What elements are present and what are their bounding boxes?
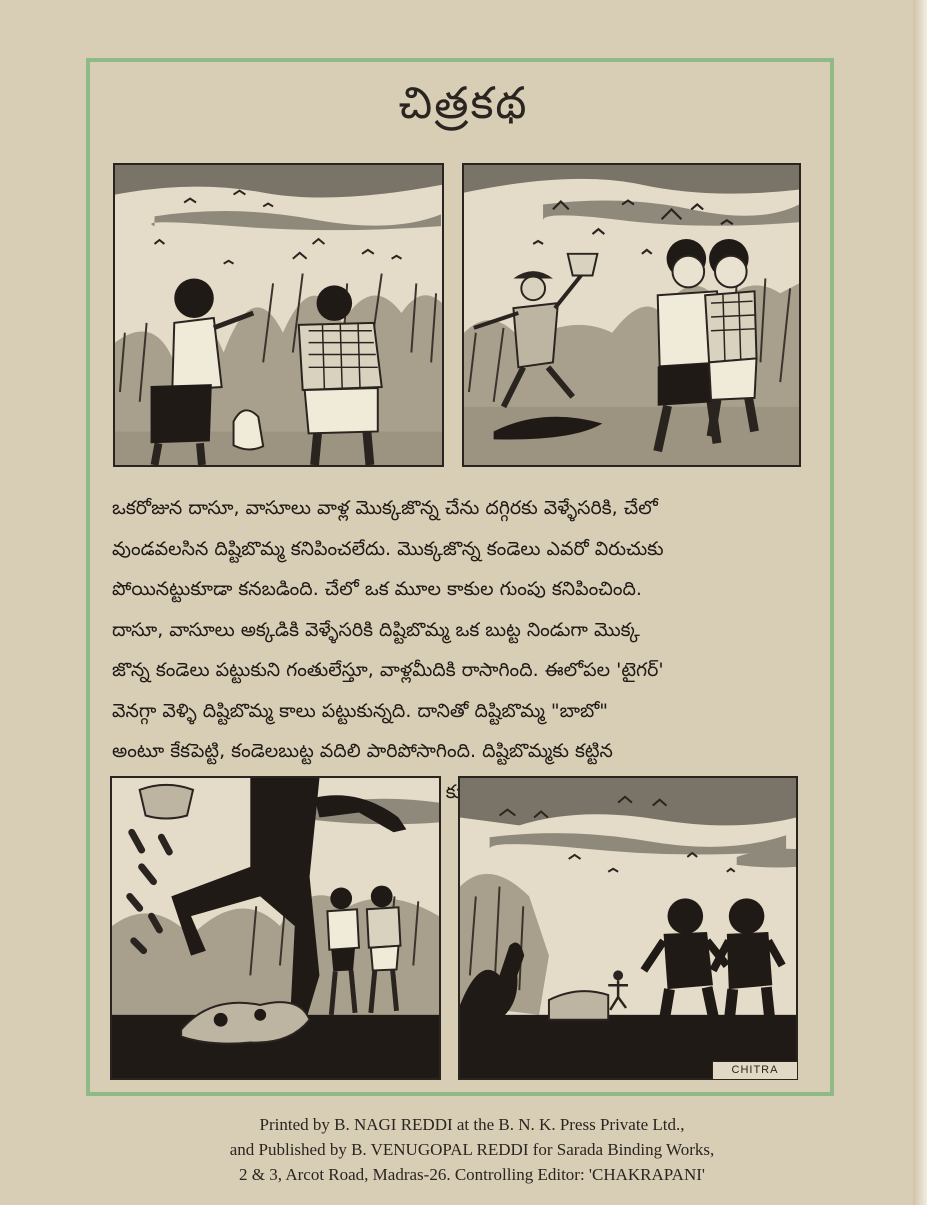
credit-line: 2 & 3, Arcot Road, Madras-26. Controlling Editor: 'CHAKRAPANI' [239, 1165, 705, 1184]
story-line: ఒకరోజున దాసూ, వాసూలు వాళ్ల మొక్కజొన్న చేను దగ్గిరకు వెళ్ళేసరికి, చేలో [112, 497, 658, 519]
story-line: పోయినట్టుకూడా కనబడింది. చేలో ఒక మూల కాకుల గుంపు కనిపించింది. [112, 578, 642, 600]
story-line: వెనగ్గా వెళ్ళి దిష్టిబొమ్మ కాలు పట్టుకున్నది. దానితో దిష్టిబొమ్మ "బాబో" [112, 699, 609, 722]
comic-panel-2 [462, 163, 801, 467]
credit-line: Printed by B. NAGI REDDI at the B. N. K. Press Private Ltd., [259, 1115, 685, 1134]
comic-panel-1 [113, 163, 444, 467]
comic-panel-4 [458, 776, 798, 1080]
page-edge [913, 0, 927, 1205]
story-line: దాసూ, వాసూలు అక్కడికి వెళ్ళేసరికి దిష్టిబొమ్మ ఒక బుట్ట నిండుగా మొక్క [112, 618, 640, 641]
credit-line: and Published by B. VENUGOPAL REDDI for Sarada Binding Works, [229, 1140, 715, 1159]
story-line: అంటూ కేకపెట్టి, కండెలబుట్ట వదిలి పారిపోసాగింది. దిష్టిబొమ్మకు కట్టిన [112, 740, 613, 762]
story-text [112, 488, 812, 812]
artist-signature: CHITRA [712, 1061, 798, 1080]
imprint-credit [112, 1112, 832, 1187]
comic-panel-3 [110, 776, 441, 1080]
story-line: వుండవలసిన దిష్టిబొమ్మ కనిపించలేదు. మొక్కజొన్న కండెలు ఎవరో విరుచుకు [112, 537, 664, 560]
page-title: చిత్రకథ [398, 78, 529, 129]
story-line: జొన్న కండెలు పట్టుకుని గంతులేస్తూ, వాళ్లమీదికి రాసాగింది. ఈలోపల 'టైగర్' [112, 659, 664, 681]
